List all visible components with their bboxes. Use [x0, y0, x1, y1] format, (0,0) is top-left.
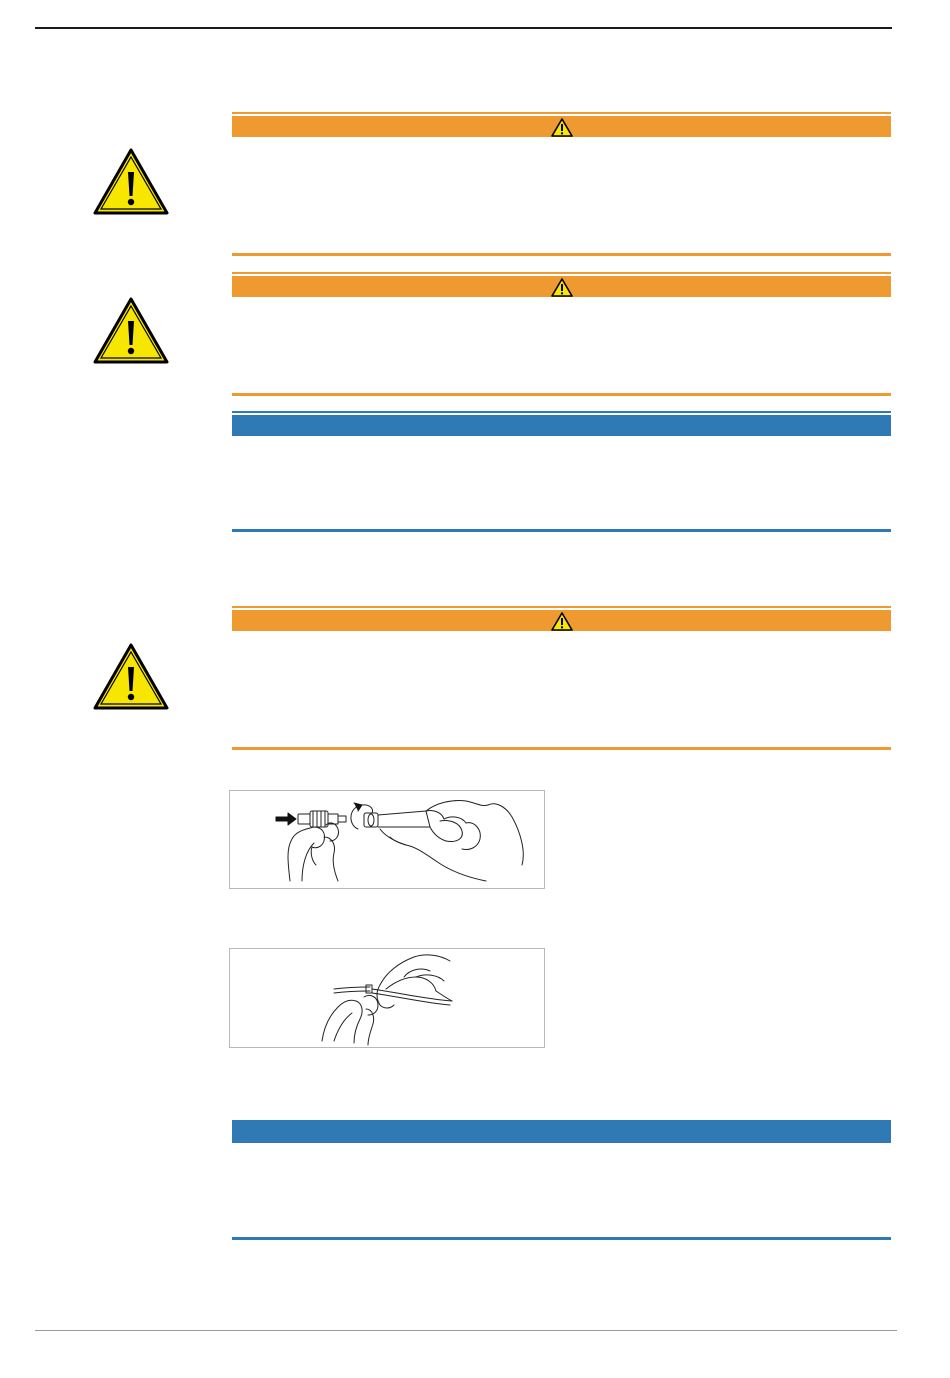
note-notice	[232, 411, 891, 436]
notice-top-rule	[232, 112, 891, 114]
footer-rule	[35, 1330, 897, 1331]
warning-notice	[232, 606, 891, 631]
notice-top-rule	[232, 272, 891, 274]
notice-bottom-rule	[232, 253, 891, 256]
warning-header-bar	[232, 610, 891, 631]
cable-illustration	[229, 948, 545, 1048]
note-header-bar	[232, 1120, 891, 1143]
warning-notice	[232, 112, 891, 137]
notice-bottom-rule	[232, 747, 891, 750]
notice-bottom-rule	[232, 529, 891, 532]
warning-triangle-icon	[93, 643, 169, 710]
notice-top-rule	[232, 411, 891, 413]
note-header-bar	[232, 415, 891, 436]
warning-notice	[232, 272, 891, 297]
header-rule	[35, 27, 892, 29]
warning-header-bar	[232, 116, 891, 137]
warning-triangle-icon	[551, 612, 573, 631]
connector-illustration	[229, 790, 545, 889]
warning-triangle-icon	[93, 297, 169, 364]
notice-bottom-rule	[232, 1237, 891, 1240]
note-notice	[232, 1120, 891, 1143]
warning-triangle-icon	[93, 148, 169, 215]
notice-bottom-rule	[232, 393, 891, 396]
warning-triangle-icon	[551, 118, 573, 137]
warning-header-bar	[232, 276, 891, 297]
notice-top-rule	[232, 606, 891, 608]
warning-triangle-icon	[551, 278, 573, 297]
